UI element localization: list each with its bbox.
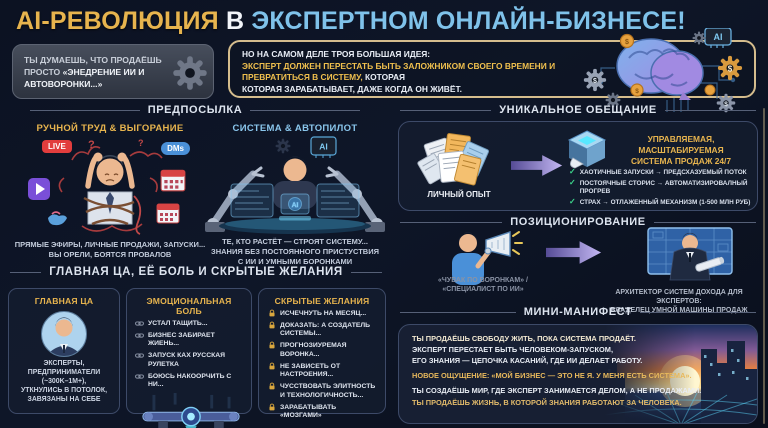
manifest-text	[412, 333, 742, 408]
promise-header-label: УНИКАЛЬНОЕ ОБЕЩАНИЕ	[499, 104, 657, 116]
promise-bullet	[569, 169, 753, 177]
dollar-label: $	[727, 64, 733, 74]
promise-bullet	[569, 180, 753, 196]
lock-icon	[268, 321, 276, 329]
avatar	[41, 311, 87, 357]
link-icon	[135, 372, 144, 381]
result-title-line: СИСТЕМА ПРОДАЖ 24/7	[630, 155, 732, 166]
dollar-label: $	[625, 39, 629, 46]
premise-left-title: РУЧНОЙ ТРУД & ВЫГОРАНИЕ	[36, 123, 184, 134]
manifest-line: ТЫ ПРОДАЁШЬ СВОБОДУ ЖИТЬ, ПОКА СИСТЕМА ПРОДАЁТ.	[412, 334, 636, 343]
caption-line: АРХИТЕКТОР СИСТЕМ ДОХОДА ДЛЯ ЭКСПЕРТОВ:	[615, 289, 743, 306]
big-idea-intro: НО НА САМОМ ДЕЛЕ ТРОЯ БОЛЬШАЯ ИДЕЯ:	[242, 49, 431, 59]
desire-item	[268, 404, 376, 421]
pain-panel-title: ЭМОЦИОНАЛЬНАЯ БОЛЬ	[146, 296, 232, 316]
caption-line: «ЧУВАК ПО ВОРОНКАМ» /	[438, 277, 528, 284]
pain-item-label: УСТАЛ ТАЩИТЬ...	[148, 320, 208, 327]
caption-line: С ИИ И УМНЫМИ БОРОНКАМИ	[237, 256, 353, 266]
question-mark: ?	[88, 139, 95, 151]
bullet-label: ХАОТИЧНЫЕ ЗАПУСКИ → ПРЕДСХАЗУЕМЫЙ ПОТОК	[579, 169, 747, 176]
pain-panel	[126, 288, 252, 414]
lock-icon	[268, 362, 276, 370]
pain-item-label: БИЗНЕС ЗАБИРАЕТ ЖИЕНЬ...	[148, 331, 215, 348]
desire-item-label: ДОКАЗАТЬ: А СОЗДАТЕЛЬ СИСТЕМЫ...	[280, 321, 371, 338]
check-icon: ✓	[569, 178, 576, 187]
promise-bullet	[569, 199, 753, 207]
bullet-label: СТРАХ → ОТЛАЖЕННЫЙ МЕХАНИЗМ (1-500 МЛН РУБ)	[579, 199, 751, 206]
audience-header	[10, 266, 382, 278]
promise-header	[400, 104, 756, 116]
desire-item	[268, 383, 376, 400]
desire-item-label: ПРОГНОЗИУРЕМАЯ ВОРОНКА...	[280, 342, 347, 358]
premise-header	[30, 104, 360, 116]
desire-item	[268, 342, 376, 359]
link-icon	[135, 319, 144, 328]
audience-panel-title: ГЛАВНАЯ ЦА	[34, 296, 94, 306]
audience-panel-main	[8, 288, 120, 414]
desire-item	[268, 322, 376, 339]
caption-line: ЗАВЯЗАНЫ НА СЕБЕ	[27, 395, 101, 403]
dollar-label: $	[593, 78, 597, 85]
keyboard-glow	[279, 216, 311, 221]
dms-badge: DMs	[161, 142, 190, 155]
desire-item-label: ИСЧЕЧНУТЬ НА МЕСЯЦ...	[280, 310, 367, 317]
arrow-right-icon	[546, 240, 602, 265]
positioning-before-caption	[408, 276, 558, 294]
title-part-expert: ЭКСПЕРТНОМ ОНЛАЙН-БИЗНЕСЕ!	[251, 7, 686, 35]
check-icon: ✓	[569, 197, 576, 206]
frame-line	[763, 108, 765, 424]
ai-chip-label: AI	[713, 32, 723, 42]
desire-item-label: НЕ ЗАВИСЕТЬ ОТ НАСТРОЕНИЯ...	[280, 362, 341, 379]
title-part-ai: AI-РЕВОЛЮЦИЯ	[16, 7, 219, 35]
live-badge: LIVE	[42, 140, 72, 153]
assumption-prefix: ТЫ ДУМАЕШЬ, ЧТО ПРОДАЁШЬ ПРОСТО	[24, 55, 162, 78]
lock-icon	[268, 403, 276, 411]
calendar-icon	[157, 204, 179, 223]
caption-line: ВЫ ОРЕЛИ, БОЯТСЯ ПРОВАЛОВ	[48, 249, 172, 259]
promise-bullets	[569, 166, 753, 210]
ai-chip-icon	[311, 137, 336, 158]
desires-panel	[258, 288, 386, 420]
bullet-label: ПОСТОЯЧНЫЕ СТОРИС → АВТОМАТИЗИРОВАЛНЫЙ ПРОГРЕВ	[579, 180, 748, 195]
check-icon: ✓	[569, 167, 576, 176]
question-mark: ?	[138, 138, 144, 148]
play-icon	[28, 178, 50, 200]
link-icon	[135, 351, 144, 360]
manifest-line: ТЫ СОЗДАЁШЬ МИР, ГДЕ ЭКСПЕРТ ЗАНИМАЕТСЯ ДЕЛОМ, А НЕ ПРОДАЖАМИ.	[412, 386, 702, 396]
manifest-line: ЕГО ЗНАНИЯ — ЦЕПОЧКА КАСАНИЙ, ГДЕ ИИ ДЕЛАЕТ РАБОТУ.	[412, 356, 643, 366]
assumption-box	[12, 44, 214, 99]
desire-item-label: ЗАРАБАТЫВАТЬ «МОЗГАМИ»	[280, 403, 337, 420]
balance-art	[135, 393, 247, 428]
bird-icon	[48, 212, 67, 225]
manifest-header	[400, 306, 756, 318]
pain-item	[135, 352, 243, 369]
caption-line: (~300K–1M+),	[41, 377, 87, 385]
big-idea-tail1: КОТОРАЯ	[362, 72, 406, 83]
faint-gear-icon	[276, 139, 291, 154]
desire-item-label: ЧУССТВОВАТЬ ЭЛИТНОСТЬ И ТЕХНОЛОГИЧНОСТЬ...	[280, 383, 376, 399]
assumption-bold: «ЭНЕДРЕНИЕ ИИ И АВТОВОРОНКИ...»	[24, 67, 145, 90]
audience-caption	[14, 360, 114, 405]
result-title-line: УПРАВЛЯЕМАЯ, МАСШТАБИРУЕМАЯ	[638, 134, 724, 155]
desire-item	[268, 363, 376, 380]
promise-panel	[398, 121, 758, 211]
pain-item	[135, 332, 243, 349]
desires-panel-title: СКРЫТЫЕ ЖЕЛАНИЯ	[274, 296, 370, 306]
manifest-line: НОВОЕ ОЩУЩЕНИЕ: «МОЙ БИЗНЕС — ЭТО НЕ Я. У МЕНЯ ЕСТЬ СИСТЕМА».	[412, 371, 692, 381]
documents-icon	[409, 127, 509, 191]
system-illustration	[205, 134, 385, 236]
caption-line: «СПЕЦИАЛИСТ ПО ИИ»	[442, 286, 524, 294]
big-idea-highlight: ЭКСПЕРТ ДОЛЖЕН ПЕРЕСТАТЬ БЫТЬ ЗАЛОЖНИКОМ СВОЕГО ВРЕМЕНИ И ПРЕВРАТИТЬСЯ В СИСТЕМУ,	[242, 60, 556, 83]
ai-chip-icon	[705, 28, 731, 48]
stressed-person	[84, 153, 140, 235]
caption-line: ЭКСПЕРТЫ,	[43, 360, 85, 367]
caption-line: ТЕ, КТО РАСТЁТ — СТРОЯТ СИСТЕМУ...	[222, 237, 368, 246]
manifest-line: ЭКСПЕРТ ПЕРЕСТАЕТ БЫТЬ ЧЕЛОВЕКОМ-ЗАПУСКОМ,	[412, 345, 614, 355]
lock-icon	[268, 382, 276, 390]
big-idea-tail2: КОТОРАЯ ЗАРАБАТЫВАЕТ, ДАЖЕ КОГДА ОН ЖИВЁТ.	[242, 83, 462, 94]
gear-icon	[172, 55, 208, 91]
brain-illustration	[579, 28, 754, 114]
ai-screen-label: AI	[291, 202, 299, 209]
dollar-label: $	[724, 101, 728, 108]
pain-item	[135, 373, 243, 390]
arrow-right-icon	[511, 154, 563, 177]
desire-item	[268, 310, 376, 318]
lock-icon	[268, 341, 276, 349]
burnout-caption	[12, 240, 208, 260]
caption-line: ПРЯМЫЕ ЭФИРЫ, ЛИЧНЫЕ ПРОДАЖИ, ЗАПУСКИ...	[14, 240, 206, 249]
audience-header-label: ГЛАВНАЯ ЦА, ЕЁ БОЛЬ И СКРЫТЫЕ ЖЕЛАНИЯ	[49, 266, 343, 278]
promise-result-title	[607, 134, 755, 167]
system-caption	[200, 237, 390, 266]
manifest-line: ТЫ ПРОДАЁШЬ ЖИЗНЬ, В КОТОРОЙ ЗНАНИЯ РАБОТАЮТ ЗА ЧЕЛОВЕКА.	[412, 397, 682, 407]
brain-icon	[617, 39, 703, 100]
source-caption: ЛИЧНЫЙ ОПЫТ	[427, 190, 491, 199]
pain-item-label: БОЮСЬ НАКООРЧИТЬ С НИ...	[148, 372, 232, 389]
premise-right-title: СИСТЕМА & АВТОПИЛОТ	[232, 123, 358, 134]
caption-line: ПРЕДПРИНИМАТЕЛИ	[27, 368, 101, 376]
premise-header-label: ПРЕДПОСЫЛКА	[147, 104, 243, 116]
lock-icon	[268, 309, 276, 317]
big-idea-box	[228, 32, 756, 108]
caption-line: УТКНУЛИСЬ В ПОТОЛОК,	[20, 386, 108, 394]
caption-line: ВЛАДЕЛЕЦ УМНОЙ МАШИНЫ ПРОДАЖ	[610, 307, 748, 315]
pain-item	[135, 320, 243, 328]
title-part-v: В	[218, 7, 252, 35]
caption-line: ЗНАНИЯ БЕЗ ПОСТОЯННОГО ПРИСТУСТВИЯ	[211, 246, 379, 256]
positioning-header-label: ПОЗИЦИОНИРОВАНИЕ	[510, 216, 646, 228]
link-icon	[135, 331, 144, 340]
burnout-illustration	[22, 134, 198, 236]
cube-icon	[565, 128, 609, 170]
ai-chip-label: AI	[319, 141, 328, 152]
architect-icon	[644, 226, 736, 284]
manifest-header-label: МИНИ-МАНИФЕСТ	[523, 306, 633, 318]
dollar-label: $	[635, 87, 639, 95]
calendar-icon	[161, 170, 185, 191]
pain-item-label: ЗАПУСК КАХ РУССКАЯ РУЛЕТКА	[148, 352, 226, 368]
manifest-panel	[398, 324, 758, 424]
